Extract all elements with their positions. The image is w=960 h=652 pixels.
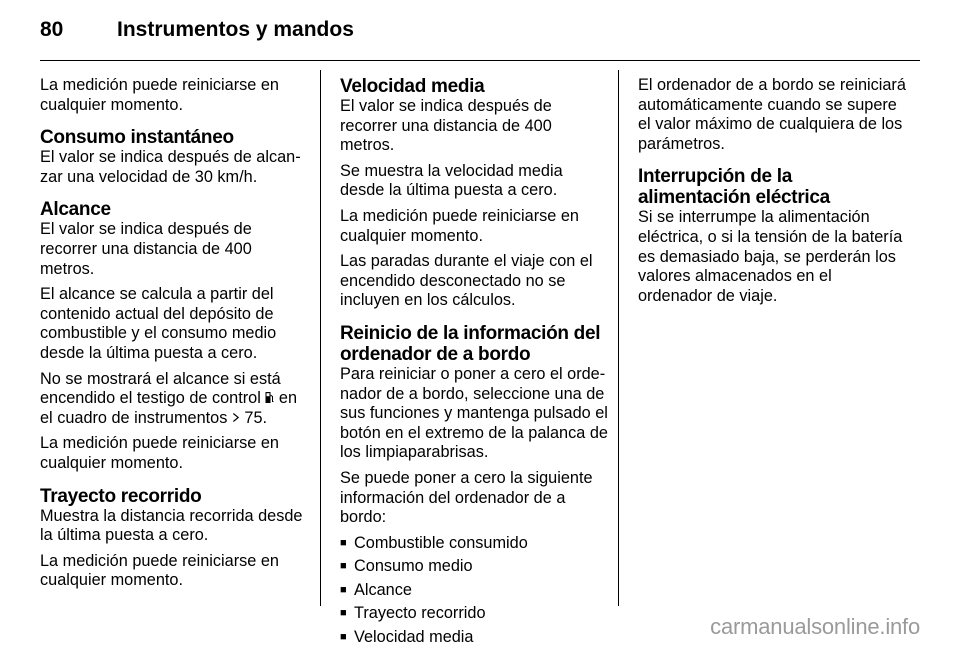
list-item: ■ Combustible consumido [340,533,528,552]
column-1 [40,76,308,597]
heading-alcance: Alcance [40,199,111,221]
column-divider-2 [618,70,619,606]
reinicio-paragraph-2: Se puede poner a cero la siguiente información del ordenador de a bordo: [340,468,593,527]
heading-trayecto-recorrido: Trayecto recorrido [40,485,202,507]
watermark: carmanualsonline.info [710,614,920,639]
heading-consumo-instantaneo: Consumo instantáneo [40,127,234,149]
alcance-paragraph-2: El alcance se calcula a partir del contenido actual del depósito de combustible y el consumo medio desde la última puesta a cero. [40,285,277,362]
bullet-marker: ■ [340,631,347,644]
column-3 [638,76,906,312]
velocidad-paragraph-1: El valor se indica después de recorrer una distancia de 400 metros. [340,97,552,155]
reset-items-list [340,534,608,648]
alcance-p3-before: No se mostrará el alcance si está encendido el testigo de control [40,369,281,408]
bullet-marker: ■ [340,607,347,620]
chapter-title: Instrumentos y mandos [117,18,354,41]
page-reference-icon [232,411,240,424]
header-rule [40,60,920,61]
alcance-paragraph-4: La medición puede reiniciarse en cualquier momento. [40,434,279,472]
auto-reset-paragraph: El ordenador de a bordo se reiniciará automáticamente cuando se supere el valor máximo de cualquiera de los parámetros. [638,76,906,153]
heading-velocidad-media: Velocidad media [340,76,485,97]
column-2 [340,76,608,652]
reinicio-paragraph-1: Para reiniciar o poner a cero el ordenador de a bordo, seleccione una de sus funciones y mantenga pulsado el botón en el extremo de la palanca de los limpiaparabrisas. [340,364,608,462]
bullet-marker: ■ [340,536,347,549]
column-divider-1 [320,70,321,606]
list-item: ■ Trayecto recorrido [340,604,486,623]
page-header [40,18,920,48]
interrupcion-paragraph: Si se interrumpe la alimentación eléctrica, o si la tensión de la batería es demasiado baja, se perderán los valores almacenados en el ordenador de viaje. [638,208,903,305]
page-reference-link[interactable]: 75. [244,408,268,427]
trayecto-paragraph-2: La medición puede reiniciarse en cualquier momento. [40,551,279,590]
alcance-p3-after: en el cuadro de instrumentos [40,389,298,427]
intro-paragraph: La medición puede reiniciarse en cualquier momento. [40,76,279,114]
alcance-paragraph-3 [40,370,308,429]
list-item: ■ Velocidad media [340,628,474,647]
page-number: 80 [40,18,64,41]
velocidad-paragraph-2: Se muestra la velocidad media desde la última puesta a cero. [340,161,563,200]
velocidad-paragraph-3: La medición puede reiniciarse en cualquier momento. [340,206,579,245]
alcance-paragraph-1: El valor se indica después de recorrer una distancia de 400 metros. [40,220,252,278]
list-item: ■ Alcance [340,580,412,599]
heading-reinicio: Reinicio de la información del ordenador de a bordo [340,322,601,365]
consumo-paragraph: El valor se indica después de alcanzar una velocidad de 30 km/h. [40,148,301,186]
heading-interrupcion: Interrupción de la alimentación eléctrica [638,166,830,209]
bullet-marker: ■ [340,583,347,596]
velocidad-paragraph-4: Las paradas durante el viaje con el encendido desconectado no se incluyen en los cálculos. [340,252,593,310]
list-item: ■ Consumo medio [340,557,473,576]
trayecto-paragraph-1: Muestra la distancia recorrida desde la última puesta a cero. [40,506,303,545]
bullet-marker: ■ [340,560,347,573]
